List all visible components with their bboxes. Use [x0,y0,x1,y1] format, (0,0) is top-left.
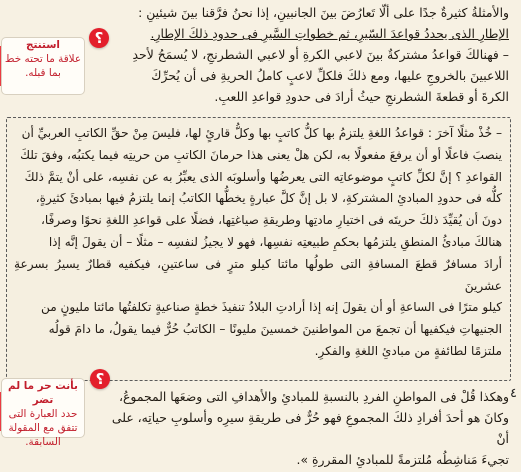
box-line-3: القواعدِ ؟ إنَّ لكلِّ كاتبٍ موضوعاتِه التى يعرضُها وأسلوبَه الذى يعبِّرُ به عن نفسِه، على أنْ يتمَّ ذلكَ [24,169,502,184]
box-line-8: كيلو مترًا فى الساعةِ أو أن يقولَ إنه إذا أرادتِ البلادُ تنفيذَ خطةٍ صناعيةٍ تكلفتُها مائتا مليونٍ من [41,300,502,315]
box-line-2: ينصبَ فاعلًا أو أن يرفعَ مفعولًا به، لكن هلْ يعنى هذا حرمانَ الكاتبِ من حريتِه فيما يكتبُه، وفقَ تلكَ [20,147,502,162]
box-line-1: – خُذْ مثلًا آخرَ : قواعدُ اللغةِ يلتزمُ بها كلُّ كاتبٍ بها وكلُّ قارئٍ لها، فليسَ مِنْ حقِّ الكاتبِ العربيِّ أن [21,126,502,140]
top-line-2: الإطارِ الذى يحددُ قواعدَ السّيرِ، ثم خطواتِ السَّيرِ فى حدودِ ذلكَ الإطارِ. [150,26,509,41]
sticky-note-heading: بأنت حر ما لم تضر [8,380,78,406]
box-text [14,123,502,363]
box-line-6: هنالكَ مبادئُ المنطقِ يلتزمُها بحكمِ طبيعتِه نفسِها، فهو لا يجيزُ لنفسِه – مثلًا – أن يقولَ إنَّه إذا [48,234,502,249]
bottom-line-1: وهكذا قُلْ فى المواطنِ الفردِ بالنسبةِ للمبادئِ والأهدافِ التى وضعَها المجموعُ، [119,389,509,404]
sticky-note-heading: استنتج [26,39,60,51]
box-line-9: الجنيهاتِ فيكفيها أن تجمعَ من المواطنينَ خمسينَ مليونًا – الكاتبُ حُرٌّ فيما يقولُ، ما دامَ قولُه [48,322,502,337]
dashed-example-box [6,117,511,381]
bottom-line-3: تجيءَ مَناشِطُه مُلتزمةً للمبادئِ المقررةِ ». [296,452,509,467]
top-line-1: والأمثلةُ كثيرةٌ جدًا على ألّا تَعارُضَ بينَ الجانبينِ، إذا نحنُ فرَّقنا بينَ شيئينِ : [138,5,509,20]
box-line-10: ملتزمًا لطائفةٍ من مبادئِ اللغةِ والفكرِ. [314,343,502,358]
question-mark-icon: ؟ [90,369,110,389]
box-line-5: دونَ أن يُقيِّدَ ذلكَ حريتَه فى اختيارِ مادتِها وطريقةِ صياغتِها، فضلًا على قواعدِ اللغةِ نحوًا وصرفًا، [41,213,502,228]
top-line-4: اللاعبينَ بالخروجِ عليها، ومع ذلكَ فلكلِّ لاعبٍ كاملُ الحريةِ فى أن يُحرِّكَ [151,68,509,83]
sticky-note-determine [2,379,84,448]
question-mark-icon: ؟ [89,28,109,48]
top-line-3: – فهنالكَ قواعدُ مشتركةٌ بينَ لاعبي الكرةِ أو لاعبي الشطرنجِ، لا يُسمَحُ لأحدِ [132,47,509,62]
bottom-line-2: وكانَ هو أحدَ أفرادِ ذلكَ المجموعِ فهو حُرٌّ فى طريقةِ سيرِه وأسلوبِ حياتِه، على أنْ [111,410,509,446]
bottom-text-block [102,386,509,470]
section-number: ٤ [510,386,517,401]
box-line-7: أرادَ مسافرٌ قطعَ المسافةِ التى طولُها مائتا كيلو مترٍ فى ساعتينِ، فيكفيه قطارٌ يسيرُ بسرعةِ عشرينَ [14,256,502,293]
sticky-note-infer [2,38,84,94]
top-text-block [88,2,509,107]
top-line-5: الكرةَ أو قطعةَ الشطرنجِ حيثُ أرادَ فى حدودِ قواعدِ اللعبِ. [214,89,509,104]
sticky-note-text: علاقة ما تحته خط بما قبله. [4,53,82,79]
box-line-4: كلُّه فى حدودِ المبادئِ المشتركةِ، لا بل إنَّ كلَّ عبارةٍ يخطُّها الكاتبُ إنما يلتزمُ فيها بمبادئَ كثيرةٍ، [35,191,502,206]
sticky-note-text: حدد العبارة التى تتفق مع المقولة السابقة. [8,408,78,448]
